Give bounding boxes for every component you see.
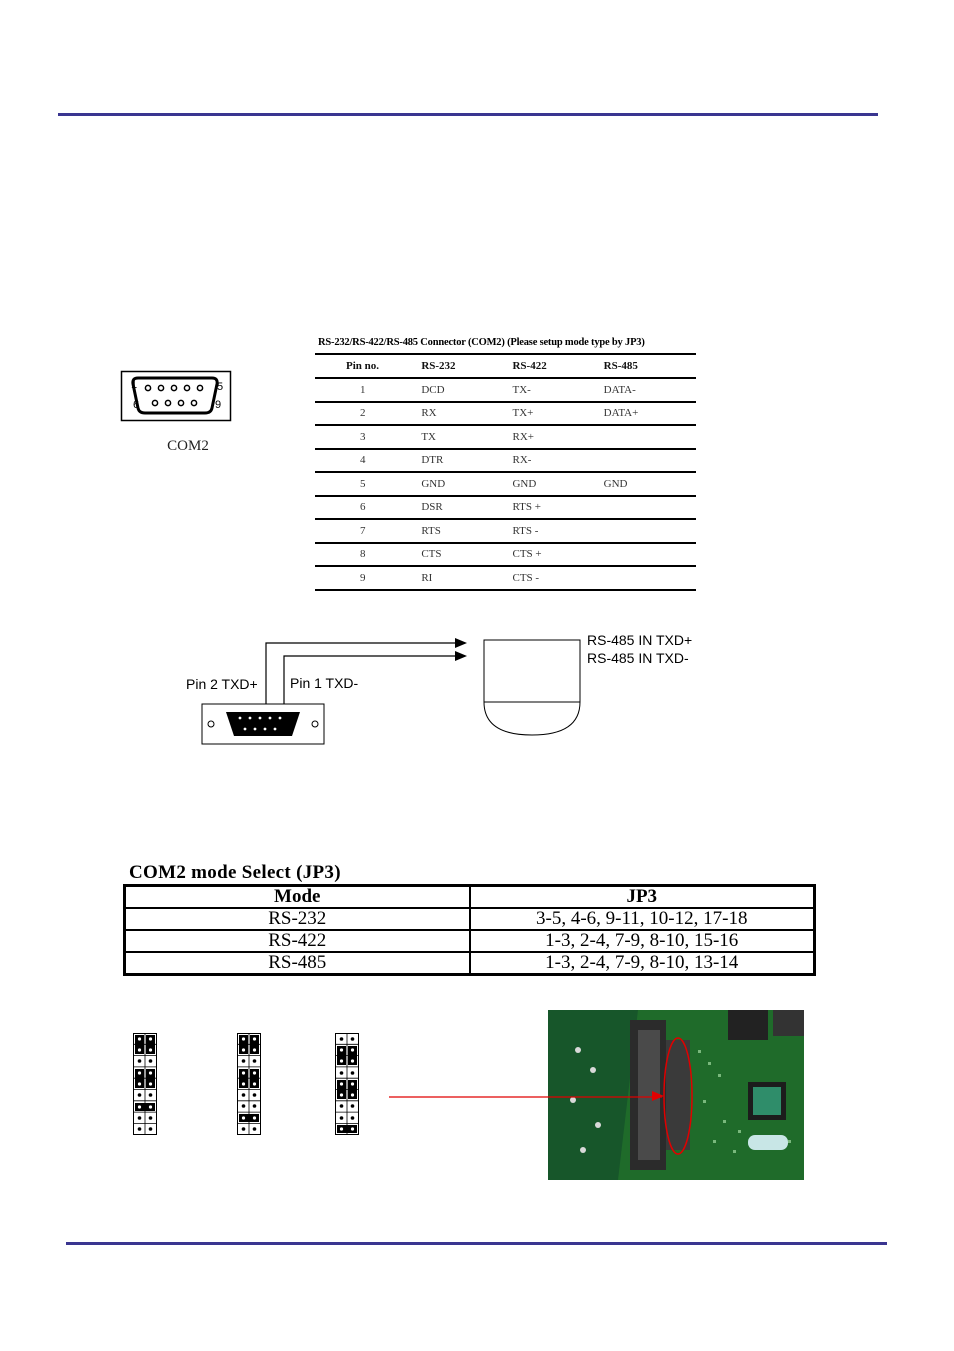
footer-rule bbox=[66, 1242, 887, 1245]
rs485-in-txd-plus-label: RS-485 IN TXD+ bbox=[587, 632, 693, 648]
table-row bbox=[315, 425, 696, 449]
header-rs485: RS-485 bbox=[603, 360, 638, 372]
header-rs232: RS-232 bbox=[421, 360, 456, 372]
cell-jp3: 3-5, 4-6, 9-11, 10-12, 17-18 bbox=[470, 908, 815, 930]
pinout-table-title: RS-232/RS-422/RS-485 Connector (COM2) (Please setup mode type by JP3) bbox=[318, 337, 645, 348]
cell-rs232: TX bbox=[421, 430, 436, 443]
db9-connector-icon bbox=[120, 370, 232, 422]
jumper-rs232-icon bbox=[133, 1033, 157, 1135]
mode-select-table bbox=[123, 884, 816, 976]
cell-pin: 7 bbox=[360, 524, 366, 537]
cell-rs485: DATA- bbox=[603, 383, 636, 396]
pin1-txd-minus-label: Pin 1 TXD- bbox=[290, 675, 359, 691]
cell-rs485: DATA+ bbox=[603, 407, 639, 420]
cell-rs485 bbox=[604, 449, 696, 473]
table-row bbox=[125, 952, 815, 975]
cell-rs485 bbox=[604, 425, 696, 449]
cell-jp3: 1-3, 2-4, 7-9, 8-10, 15-16 bbox=[470, 930, 815, 952]
jumper-rs485-icon bbox=[335, 1033, 359, 1135]
cell-rs232: RX bbox=[421, 407, 437, 420]
cell-jp3: 1-3, 2-4, 7-9, 8-10, 13-14 bbox=[470, 952, 815, 975]
arrow-head-icon bbox=[455, 651, 467, 661]
wiring-lines bbox=[180, 630, 720, 750]
cell-rs232: RTS bbox=[421, 524, 441, 537]
pin-6-label: 6 bbox=[133, 399, 140, 411]
cell-rs422: TX+ bbox=[512, 407, 534, 420]
cell-pin: 5 bbox=[360, 477, 366, 490]
pin2-txd-plus-label: Pin 2 TXD+ bbox=[186, 676, 258, 692]
cell-rs422: RTS - bbox=[512, 524, 539, 537]
table-row bbox=[315, 496, 696, 520]
header-rs422: RS-422 bbox=[512, 360, 547, 372]
cell-pin: 8 bbox=[360, 548, 366, 561]
mode-select-title: COM2 mode Select (JP3) bbox=[129, 862, 341, 883]
pinout-header-row bbox=[315, 354, 696, 378]
cell-mode: RS-232 bbox=[125, 908, 470, 930]
cell-pin: 6 bbox=[360, 501, 366, 514]
cell-mode: RS-422 bbox=[125, 930, 470, 952]
cell-rs232: RI bbox=[421, 571, 433, 584]
pinout-table bbox=[315, 353, 696, 591]
cell-rs485 bbox=[604, 543, 696, 567]
header-pin-no: Pin no. bbox=[346, 360, 380, 372]
pin-1-label: 1 bbox=[131, 379, 138, 391]
table-row bbox=[315, 449, 696, 473]
cell-pin: 4 bbox=[360, 454, 366, 467]
cell-rs232: DCD bbox=[421, 383, 445, 396]
cell-rs422: RX- bbox=[512, 454, 532, 467]
cell-rs232: DSR bbox=[421, 501, 443, 514]
cell-rs422: CTS + bbox=[512, 548, 542, 561]
header-mode: Mode bbox=[125, 886, 470, 909]
table-row bbox=[315, 519, 696, 543]
cell-rs485: GND bbox=[603, 477, 628, 490]
cell-rs422: GND bbox=[512, 477, 537, 490]
table-row bbox=[315, 543, 696, 567]
rs485-in-txd-minus-label: RS-485 IN TXD- bbox=[587, 650, 689, 666]
pin-9-label: 9 bbox=[215, 399, 222, 411]
cell-pin: 9 bbox=[360, 571, 366, 584]
table-row bbox=[315, 566, 696, 590]
com2-label: COM2 bbox=[167, 438, 209, 454]
cell-rs232: DTR bbox=[421, 454, 444, 467]
rs485-wiring-diagram bbox=[180, 630, 720, 750]
cell-pin: 2 bbox=[360, 407, 366, 420]
pointer-arrow bbox=[386, 1085, 666, 1109]
cell-rs422: TX- bbox=[512, 383, 531, 396]
jumper-rs422-icon bbox=[237, 1033, 261, 1135]
cell-rs422: RTS + bbox=[512, 501, 541, 514]
table-row bbox=[125, 930, 815, 952]
cell-rs485 bbox=[604, 496, 696, 520]
table-row bbox=[315, 402, 696, 426]
table-row bbox=[125, 908, 815, 930]
header-jp3: JP3 bbox=[470, 886, 815, 909]
table-row bbox=[315, 378, 696, 402]
cell-rs422: RX+ bbox=[512, 430, 534, 443]
cell-pin: 3 bbox=[360, 430, 366, 443]
cell-pin: 1 bbox=[360, 383, 366, 396]
table-row bbox=[315, 472, 696, 496]
cell-mode: RS-485 bbox=[125, 952, 470, 975]
arrow-head-icon bbox=[455, 638, 467, 648]
header-rule bbox=[58, 113, 878, 116]
pin-5-label: 5 bbox=[217, 381, 224, 393]
cell-rs232: GND bbox=[421, 477, 446, 490]
mode-header-row bbox=[125, 886, 815, 909]
cell-rs485 bbox=[604, 566, 696, 590]
cell-rs422: CTS - bbox=[512, 571, 540, 584]
cell-rs232: CTS bbox=[421, 548, 442, 561]
cell-rs485 bbox=[604, 519, 696, 543]
